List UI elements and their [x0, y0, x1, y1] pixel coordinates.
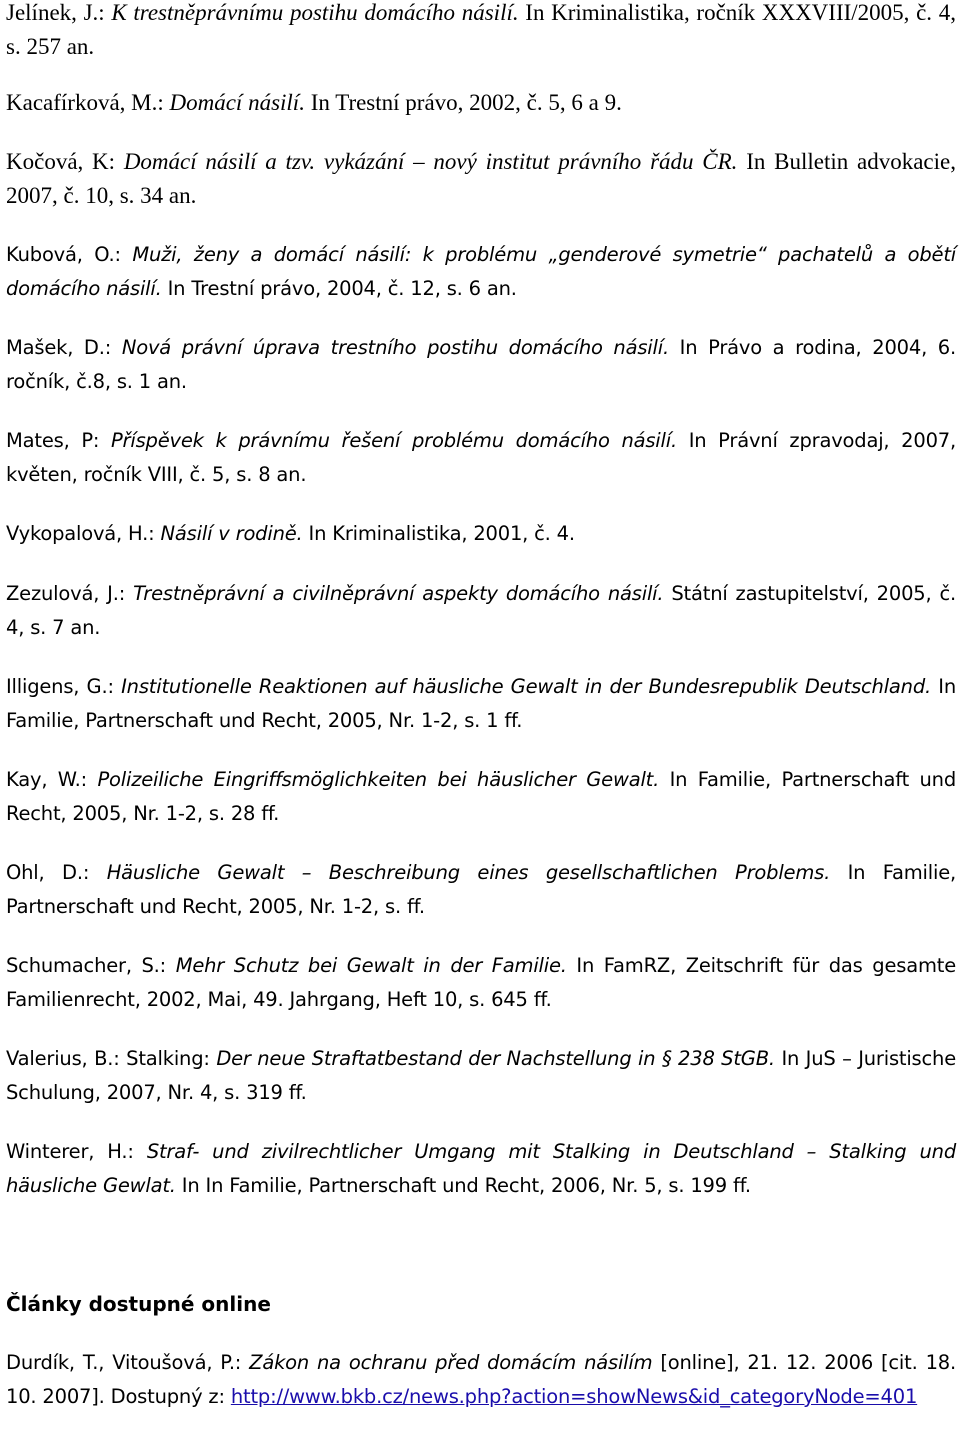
reference-entry: [6, 86, 956, 120]
reference-entry: [6, 763, 956, 831]
reference-author: Valerius, B.: Stalking:: [6, 1047, 217, 1070]
reference-title: Straf- und zivilrechtlicher Umgang mit Stalking in Deutschland – Stalking und häusliche Gewlat.: [6, 1140, 956, 1197]
reference-source: In Kriminalistika, 2001, č. 4.: [302, 522, 575, 545]
reference-title: Násilí v rodině.: [160, 522, 303, 545]
reference-title: Der neue Straftatbestand der Nachstellung in § 238 StGB.: [216, 1047, 775, 1070]
reference-author: Illigens, G.:: [6, 675, 122, 698]
reference-title: Domácí násilí a tzv. vykázání – nový institut právního řádu ČR.: [123, 149, 738, 174]
reference-author: Kay, W.:: [6, 768, 98, 791]
reference-title: Muži, ženy a domácí násilí: k problému „genderové symetrie“ pachatelů a obětí domácího násilí.: [6, 243, 956, 300]
reference-source: In Familie, Partnerschaft und Recht, 2005, Nr. 1-2, s. 1 ff.: [6, 675, 956, 732]
reference-author: Jelínek, J.:: [6, 0, 112, 25]
reference-entry: [6, 949, 956, 1017]
online-reference-entry: [6, 1346, 956, 1414]
reference-source: In Trestní právo, 2004, č. 12, s. 6 an.: [161, 277, 517, 300]
reference-author: Mašek, D.:: [6, 336, 122, 359]
reference-author: Vykopalová, H.:: [6, 522, 161, 545]
reference-author: Kočová, K:: [6, 149, 124, 174]
reference-author: Kubová, O.:: [6, 243, 133, 266]
reference-title: Polizeiliche Eingriffsmöglichkeiten bei häuslicher Gewalt.: [97, 768, 660, 791]
reference-source: In In Familie, Partnerschaft und Recht, 2006, Nr. 5, s. 199 ff.: [175, 1174, 751, 1197]
online-articles-heading: Články dostupné online: [6, 1292, 271, 1316]
reference-title: Häusliche Gewalt – Beschreibung eines gesellschaftlichen Problems.: [106, 861, 831, 884]
reference-source: Státní zastupitelství, 2005, č. 4, s. 7 an.: [6, 582, 956, 639]
reference-source: [online], 21. 12. 2006 [cit. 18. 10. 2007]. Dostupný z:: [6, 1351, 956, 1408]
reference-author: Durdík, T., Vitoušová, P.:: [6, 1351, 250, 1374]
reference-entry: [6, 0, 956, 64]
reference-title: Trestněprávní a civilněprávní aspekty domácího násilí.: [133, 582, 664, 605]
reference-source: In FamRZ, Zeitschrift für das gesamte Familienrecht, 2002, Mai, 49. Jahrgang, Heft 10, s. 645 ff.: [6, 954, 956, 1011]
reference-source: In Právo a rodina, 2004, 6. ročník, č.8, s. 1 an.: [6, 336, 957, 393]
reference-entry: [6, 517, 956, 551]
reference-author: Schumacher, S.:: [6, 954, 176, 977]
reference-entry: [6, 1042, 956, 1110]
reference-title: Domácí násilí.: [169, 90, 305, 115]
reference-title: Zákon na ochranu před domácím násilím: [249, 1351, 653, 1374]
reference-author: Kacafírková, M.:: [6, 90, 170, 115]
reference-url-link[interactable]: http://www.bkb.cz/news.php?action=showNews&id_categoryNode=401: [230, 1385, 918, 1408]
reference-source: In Familie, Partnerschaft und Recht, 2005, Nr. 1-2, s. 28 ff.: [6, 768, 957, 825]
reference-entry: [6, 331, 956, 399]
reference-title: Mehr Schutz bei Gewalt in der Familie.: [175, 954, 567, 977]
reference-source: In Bulletin advokacie, 2007, č. 10, s. 34 an.: [6, 149, 956, 208]
reference-entry: [6, 1135, 956, 1203]
reference-title: Příspěvek k právnímu řešení problému domácího násilí.: [111, 429, 677, 452]
reference-title: Nová právní úprava trestního postihu domácího násilí.: [121, 336, 669, 359]
reference-entry: [6, 577, 956, 645]
reference-title: K trestněprávnímu postihu domácího násilí.: [111, 0, 519, 25]
reference-entry: [6, 424, 956, 492]
reference-entry: [6, 856, 956, 924]
reference-author: Mates, P:: [6, 429, 111, 452]
reference-source: In Trestní právo, 2002, č. 5, 6 a 9.: [304, 90, 622, 115]
reference-author: Ohl, D.:: [6, 861, 107, 884]
reference-entry: [6, 670, 956, 738]
reference-author: Zezulová, J.:: [6, 582, 134, 605]
reference-author: Winterer, H.:: [6, 1140, 147, 1163]
reference-source: In Právní zpravodaj, 2007, květen, ročník VIII, č. 5, s. 8 an.: [6, 429, 956, 486]
reference-entry: [6, 238, 956, 306]
reference-source: In Kriminalistika, ročník XXXVIII/2005, č. 4, s. 257 an.: [6, 0, 956, 59]
reference-title: Institutionelle Reaktionen auf häusliche Gewalt in der Bundesrepublik Deutschland.: [121, 675, 932, 698]
reference-source: In JuS – Juristische Schulung, 2007, Nr. 4, s. 319 ff.: [6, 1047, 956, 1104]
reference-source: In Familie, Partnerschaft und Recht, 2005, Nr. 1-2, s. ff.: [6, 861, 956, 918]
reference-entry: [6, 145, 956, 213]
